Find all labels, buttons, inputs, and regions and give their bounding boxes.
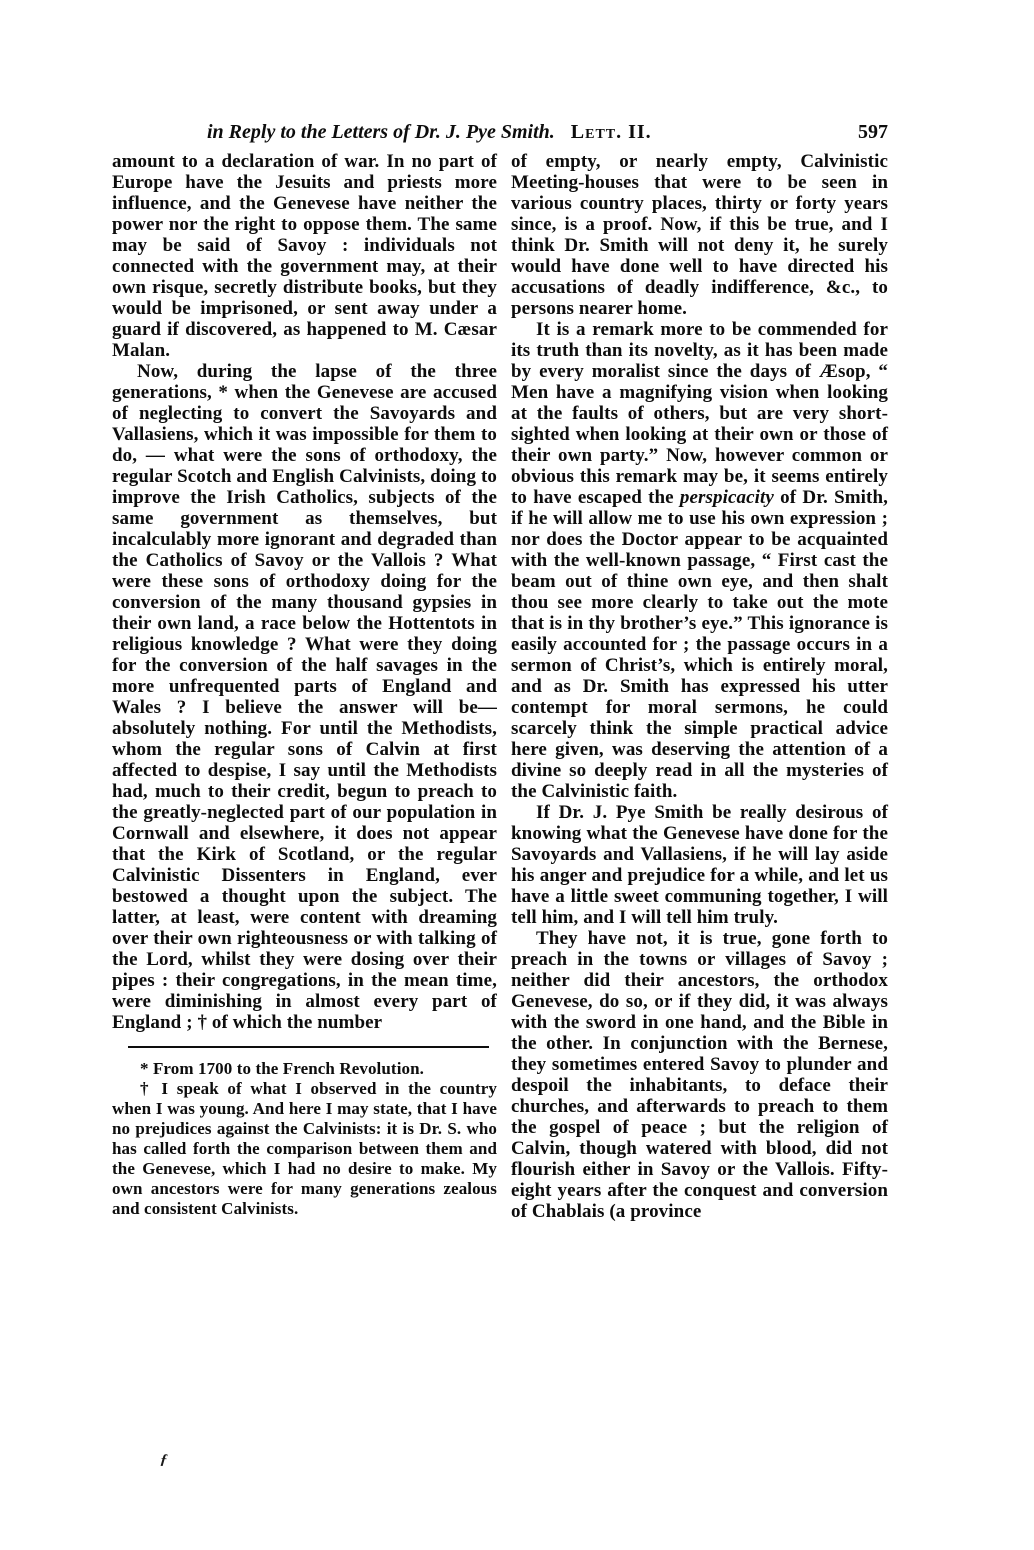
text-run: If Dr. J. Pye Smith be really desirous of knowing what the Genevese have done for the Savoyards and Vallasiens, if he will lay aside his anger and prejudice for a while, and let us have a little sweet communing together, I will tell him, and I will tell him truly. [511,802,888,928]
text-run: of Dr. Smith, if he will allow me to use his own expression ; nor does the Doctor appear to be acquainted with the well-known passage, “ First cast the beam out of thine own eye, and then shalt thou see more clearly to take out the mote that is in thy brother’s eye.” This ignorance is easily accounted for ; the passage occurs in a sermon of Christ’s, which is entirely moral, and as Dr. Smith has expressed his utter contempt for moral sermons, he could scarcely think the simple practical advice here given, was deserving the attention of a divine so deeply read in all the mysteries of the Calvinistic faith. [511,487,888,802]
paragraph [511,802,888,928]
italic-text-run: perspicacity [679,487,774,508]
page-number: 597 [858,121,888,143]
paragraph [511,928,888,1222]
paragraph [511,151,888,319]
running-header [112,120,888,144]
text-columns [112,151,888,1222]
text-run: amount to a declaration of war. In no part of Europe have the Jesuits and priests more influence, and the Genevese have neither the power nor the right to oppose them. The same may be said of Savoy : individuals not connected with the government may, at their own risque, secretly distribute books, but they would be imprisoned, or sent away under a guard if discovered, as happened to M. Cæsar Malan. [112,151,497,361]
text-run: of empty, or nearly empty, Calvinistic Meeting-houses that were to be seen in various country places, thirty or forty years since, is a proof. Now, if this be true, and I think Dr. Smith will not deny it, he surely would have done well to have directed his accusations of deadly indifference, &c., to persons nearer home. [511,151,888,319]
paragraph [112,151,497,361]
left-column [112,151,497,1222]
paragraph [112,361,497,1033]
ink-mark: ƒ [159,1451,169,1469]
text-run: It is a remark more to be commended for its truth than its novelty, as it has been made by every moralist since the days of Æsop, “ Men have a magnifying vision when looking at the faults of others, but are very short-sighted when looking at their own or those of their own party.” Now, however common or obvious this remark may be, it seems entirely to have escaped the [511,319,888,508]
header-title: in Reply to the Letters of Dr. J. Pye Smith. [207,121,555,143]
column-gutter [497,151,511,1222]
text-run: Now, during the lapse of the three generations, * when the Genevese are accused of neglecting to convert the Savoyards and Vallasiens, which it was impossible for them to do, — what were the sons of orthodoxy, the regular Scotch and English Calvinists, doing to improve the Irish Catholics, subjects of the same government as themselves, but incalculably more ignorant and degraded than the Catholics of Savoy or the Vallois ? What were these sons of orthodoxy doing for the conversion of the many thousand gypsies in their own land, a race below the Hottentots in religious knowledge ? What were they doing for the conversion of the half savages in the more unfrequented parts of England and Wales ? I believe the answer will be—absolutely nothing. For until the Methodists, whom the regular sons of Calvin at first affected to despise, I say until the Methodists had, much to their credit, begun to preach to the greatly-neglected part of our population in Cornwall and elsewhere, it does not appear that the Kirk of Scotland, or the regular Calvinistic Dissenters in England, ever bestowed a thought upon the subject. The latter, at least, were content with dreaming over their own righteousness or with talking of the Lord, whilst they were dosing over their pipes : their congregations, in the mean time, were diminishing in almost every part of England ; † of which the number [112,361,497,1033]
footnote: * From 1700 to the French Revolution. [140,1059,425,1078]
footnote-divider [128,1046,489,1048]
text-run: They have not, it is true, gone forth to preach in the towns or villages of Savoy ; neither did their ancestors, the orthodox Genevese, do so, or if they did, it was always with the sword in one hand, and the Bible in the other. In conjunction with the Bernese, they sometimes entered Savoy to plunder and despoil the inhabitants, to deface their churches, and afterwards to preach to them the gospel of peace ; but the religion of Calvin, though watered with blood, did not flourish either in Savoy or the Vallois. Fifty-eight years after the conquest and conversion of Chablais (a province [511,928,888,1222]
right-column [511,151,888,1222]
header-letter-label: Lett. II. [570,121,652,143]
paragraph [511,319,888,802]
footnote: † I speak of what I observed in the country when I was young. And here I may state, that I have no prejudices against the Calvinists: it is Dr. S. who has called forth the comparison between them and the Genevese, which I had no desire to make. My own ancestors were for many generations zealous and consistent Calvinists. [112,1079,497,1218]
